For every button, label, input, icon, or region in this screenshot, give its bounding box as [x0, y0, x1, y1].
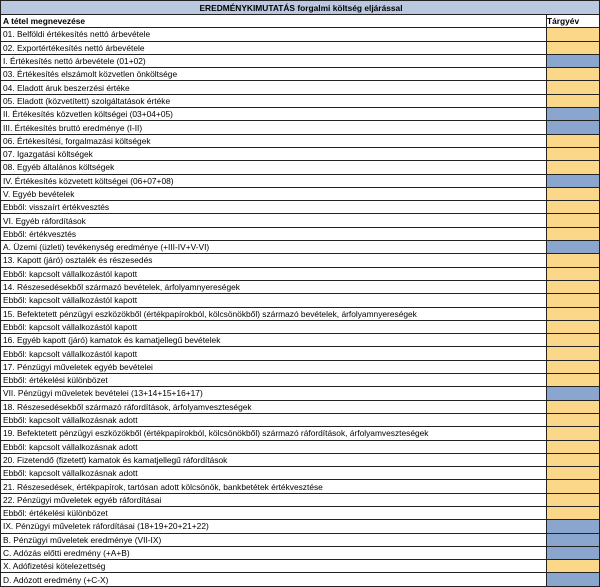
column-header-current-year: Tárgyév [547, 15, 600, 28]
item-label: 19. Befektetett pénzügyi eszközökből (értékpapírokból, kölcsönökből) származó ráfordítások, árfolyamveszteségek [1, 427, 547, 440]
table-row [1, 174, 600, 187]
item-label: 18. Részesedésekből származó ráfordítások, árfolyamveszteségek [1, 400, 547, 413]
item-label: D. Adózott eredmény (+C-X) [1, 573, 547, 586]
item-label: 07. Igazgatási költségek [1, 147, 547, 160]
sub-item-label: Ebből: kapcsolt vállalkozástól kapott [1, 294, 547, 307]
input-value-cell[interactable] [547, 41, 600, 54]
table-row [1, 440, 600, 453]
table-row [1, 387, 600, 400]
item-label: IX. Pénzügyi műveletek ráfordításai (18+19+20+21+22) [1, 520, 547, 533]
input-value-cell[interactable] [547, 280, 600, 293]
item-label: B. Pénzügyi műveletek eredménye (VII-IX) [1, 533, 547, 546]
table-row [1, 280, 600, 293]
header-row [1, 15, 600, 28]
table-row [1, 480, 600, 493]
table-row [1, 41, 600, 54]
computed-value-cell [547, 108, 600, 121]
table-row [1, 241, 600, 254]
table-row [1, 360, 600, 373]
sheet-title: EREDMÉNYKIMUTATÁS forgalmi költség eljárással [1, 1, 600, 15]
input-value-cell[interactable] [547, 294, 600, 307]
computed-value-cell [547, 546, 600, 559]
table-row [1, 453, 600, 466]
table-row [1, 320, 600, 333]
item-label: 15. Befektetett pénzügyi eszközökből (értékpapírokból, kölcsönökből) származó bevételek, árfolyamnyereségek [1, 307, 547, 320]
table-row [1, 254, 600, 267]
input-value-cell[interactable] [547, 28, 600, 41]
sub-item-label: Ebből: kapcsolt vállalkozástól kapott [1, 347, 547, 360]
table-row [1, 267, 600, 280]
table-row [1, 413, 600, 426]
table-row [1, 94, 600, 107]
table-row [1, 374, 600, 387]
input-value-cell[interactable] [547, 201, 600, 214]
item-label: X. Adófizetési kötelezettség [1, 560, 547, 573]
input-value-cell[interactable] [547, 307, 600, 320]
table-row [1, 546, 600, 559]
item-label: 17. Pénzügyi műveletek egyéb bevételei [1, 360, 547, 373]
table-row [1, 506, 600, 519]
input-value-cell[interactable] [547, 347, 600, 360]
computed-value-cell [547, 54, 600, 67]
title-row [1, 1, 600, 15]
column-header-name: A tétel megnevezése [1, 15, 547, 28]
computed-value-cell [547, 121, 600, 134]
table-row [1, 68, 600, 81]
item-label: I. Értékesítés nettó árbevétele (01+02) [1, 54, 547, 67]
input-value-cell[interactable] [547, 493, 600, 506]
item-label: 16. Egyéb kapott (járó) kamatok és kamatjellegű bevételek [1, 334, 547, 347]
item-label: 05. Eladott (közvetített) szolgáltatások értéke [1, 94, 547, 107]
table-row [1, 294, 600, 307]
item-label: II. Értékesítés közvetlen költségei (03+04+05) [1, 108, 547, 121]
input-value-cell[interactable] [547, 214, 600, 227]
table-row [1, 147, 600, 160]
sub-item-label: Ebből: kapcsolt vállalkozásnak adott [1, 440, 547, 453]
sub-item-label: Ebből: értékvesztés [1, 227, 547, 240]
item-label: 22. Pénzügyi műveletek egyéb ráfordításai [1, 493, 547, 506]
item-label: 01. Belföldi értékesítés nettó árbevétele [1, 28, 547, 41]
table-row [1, 161, 600, 174]
computed-value-cell [547, 573, 600, 586]
item-label: 06. Értékesítési, forgalmazási költségek [1, 134, 547, 147]
computed-value-cell [547, 174, 600, 187]
item-label: 02. Exportértékesítés nettó árbevétele [1, 41, 547, 54]
input-value-cell[interactable] [547, 506, 600, 519]
sub-item-label: Ebből: értékelési különbözet [1, 374, 547, 387]
input-value-cell[interactable] [547, 374, 600, 387]
table-row [1, 227, 600, 240]
sub-item-label: Ebből: visszaírt értékvesztés [1, 201, 547, 214]
input-value-cell[interactable] [547, 400, 600, 413]
table-row [1, 187, 600, 200]
sub-item-label: Ebből: kapcsolt vállalkozástól kapott [1, 267, 547, 280]
input-value-cell[interactable] [547, 267, 600, 280]
table-row [1, 493, 600, 506]
input-value-cell[interactable] [547, 254, 600, 267]
table-row [1, 28, 600, 41]
input-value-cell[interactable] [547, 147, 600, 160]
input-value-cell[interactable] [547, 334, 600, 347]
item-label: 13. Kapott (járó) osztalék és részesedés [1, 254, 547, 267]
table-row [1, 108, 600, 121]
input-value-cell[interactable] [547, 187, 600, 200]
item-label: A. Üzemi (üzleti) tevékenység eredménye (+III-IV+V-VI) [1, 241, 547, 254]
table-row [1, 334, 600, 347]
table-row [1, 560, 600, 573]
sub-item-label: Ebből: kapcsolt vállalkozásnak adott [1, 467, 547, 480]
item-label: VI. Egyéb ráfordítások [1, 214, 547, 227]
item-label: III. Értékesítés bruttó eredménye (I-II) [1, 121, 547, 134]
input-value-cell[interactable] [547, 360, 600, 373]
computed-value-cell [547, 387, 600, 400]
input-value-cell[interactable] [547, 413, 600, 426]
table-row [1, 81, 600, 94]
table-row [1, 400, 600, 413]
table-row [1, 347, 600, 360]
table-row [1, 533, 600, 546]
sub-item-label: Ebből: kapcsolt vállalkozástól kapott [1, 320, 547, 333]
input-value-cell[interactable] [547, 161, 600, 174]
input-value-cell[interactable] [547, 68, 600, 81]
table-row [1, 573, 600, 586]
table-row [1, 427, 600, 440]
table-row [1, 134, 600, 147]
input-value-cell[interactable] [547, 134, 600, 147]
computed-value-cell [547, 533, 600, 546]
input-value-cell[interactable] [547, 320, 600, 333]
item-label: VII. Pénzügyi műveletek bevételei (13+14+15+16+17) [1, 387, 547, 400]
table-body [1, 1, 600, 587]
computed-value-cell [547, 520, 600, 533]
table-row [1, 201, 600, 214]
computed-value-cell [547, 241, 600, 254]
sub-item-label: Ebből: értékelési különbözet [1, 506, 547, 519]
input-value-cell[interactable] [547, 453, 600, 466]
item-label: V. Egyéb bevételek [1, 187, 547, 200]
item-label: IV. Értékesítés közvetett költségei (06+07+08) [1, 174, 547, 187]
sub-item-label: Ebből: kapcsolt vállalkozásnak adott [1, 413, 547, 426]
item-label: 21. Részesedések, értékpapírok, tartósan adott kölcsönök, bankbetétek értékvesztése [1, 480, 547, 493]
table-row [1, 467, 600, 480]
input-value-cell[interactable] [547, 480, 600, 493]
item-label: C. Adózás előtti eredmény (+A+B) [1, 546, 547, 559]
input-value-cell[interactable] [547, 94, 600, 107]
table-row [1, 520, 600, 533]
input-value-cell[interactable] [547, 227, 600, 240]
input-value-cell[interactable] [547, 440, 600, 453]
item-label: 03. Értékesítés elszámolt közvetlen önköltsége [1, 68, 547, 81]
input-value-cell[interactable] [547, 427, 600, 440]
table-row [1, 307, 600, 320]
input-value-cell[interactable] [547, 560, 600, 573]
table-row [1, 54, 600, 67]
item-label: 20. Fizetendő (fizetett) kamatok és kamatjellegű ráfordítások [1, 453, 547, 466]
input-value-cell[interactable] [547, 467, 600, 480]
item-label: 08. Egyéb általános költségek [1, 161, 547, 174]
item-label: 04. Eladott áruk beszerzési értéke [1, 81, 547, 94]
item-label: 14. Részesedésekből származó bevételek, árfolyamnyereségek [1, 280, 547, 293]
table-row [1, 214, 600, 227]
table-row [1, 121, 600, 134]
input-value-cell[interactable] [547, 81, 600, 94]
